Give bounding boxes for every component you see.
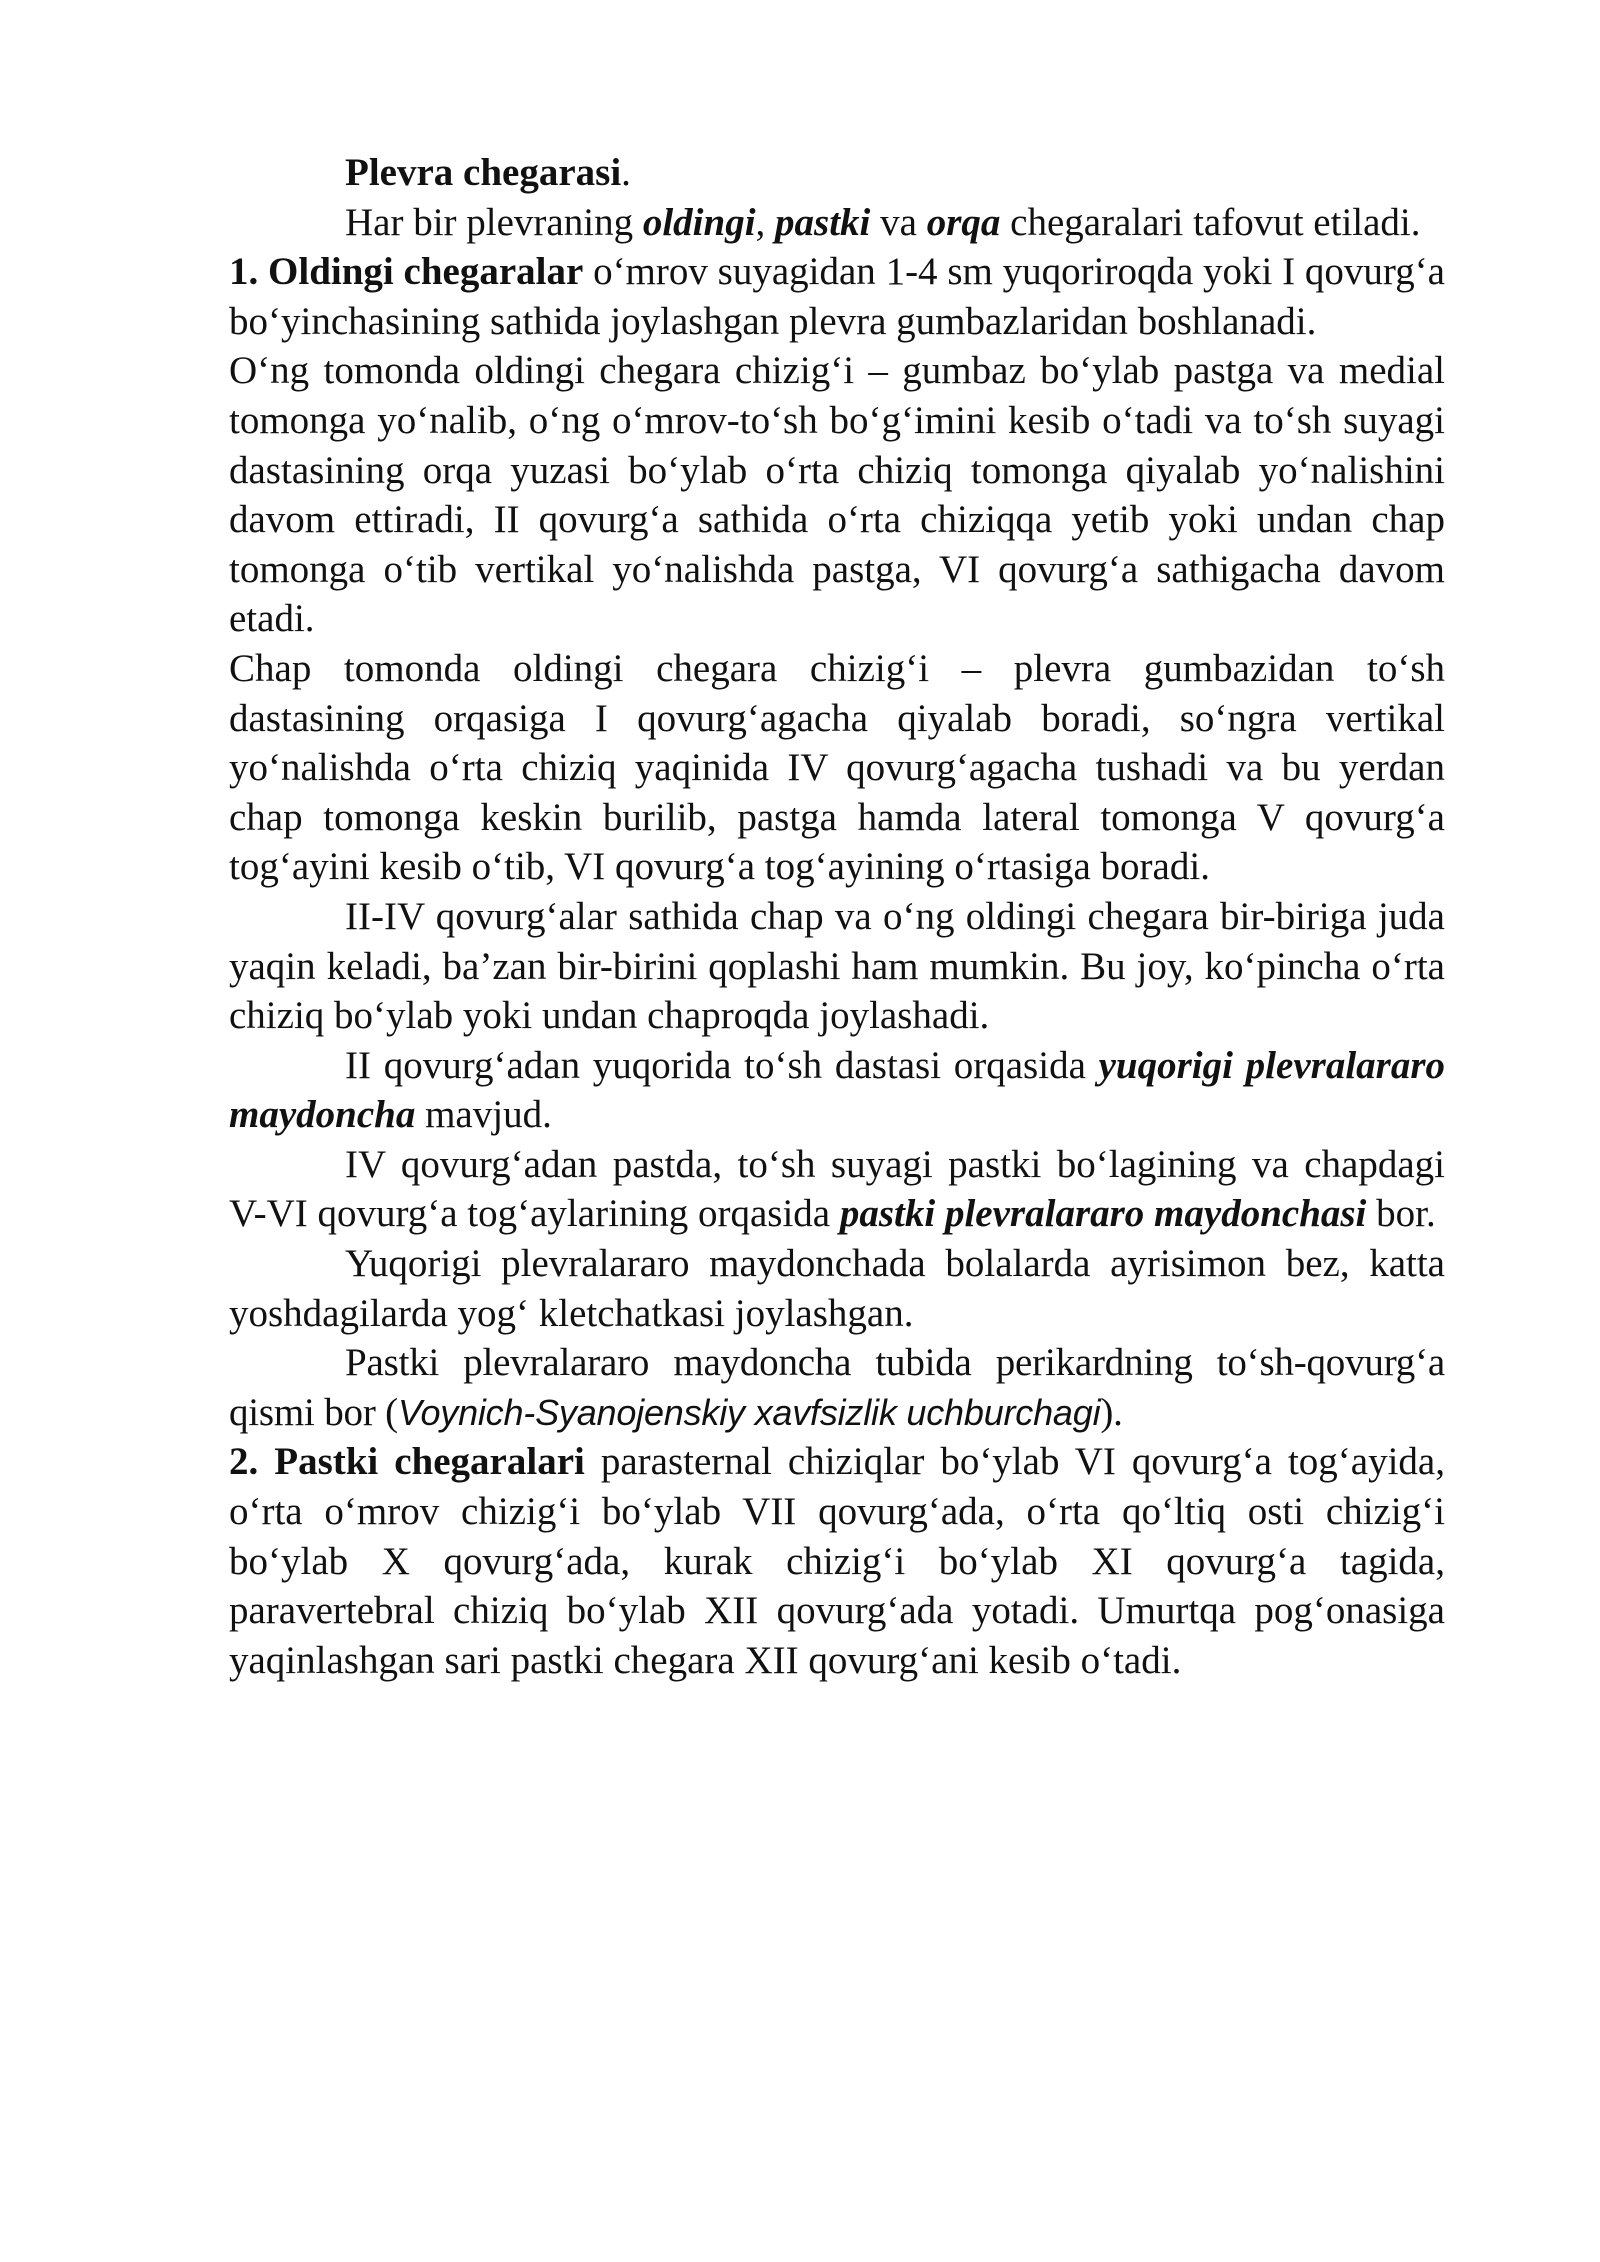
text-run: ).	[1100, 1390, 1123, 1434]
upper-interpleural-paragraph	[229, 1041, 1445, 1140]
anterior-borders-text: o‘mrov suyagidan 1-4 sm yuqoriroqda yoki I qovurg‘a bo‘yinchasining sathida joylashgan plevra gumbazlaridan boshlanadi.	[229, 250, 1445, 343]
anterior-borders-heading: 1. Oldingi chegaralar	[229, 250, 584, 294]
term-upper-interpleural-area: yuqorigi plevralararo maydoncha	[229, 1043, 1446, 1137]
inferior-borders-heading: 2. Pastki chegaralari	[229, 1440, 585, 1484]
term-lower-interpleural-area: pastki plevralararo maydonchasi	[839, 1192, 1367, 1236]
text-run: Pastki plevralararo maydoncha tubida perikardning to‘sh-qovurg‘a qismi bor (	[229, 1341, 1445, 1434]
intro-paragraph	[229, 198, 1445, 248]
left-side-paragraph: Chap tomonda oldingi chegara chizig‘i – plevra gumbazidan to‘sh dastasining orqasiga I qovurg‘agacha qiyalab boradi, so‘ngra vertikal yo‘nalishda o‘rta chiziq yaqinida IV qovurg‘agacha tushadi va bu yerdan chap tomonga keskin burilib, pastga hamda lateral tomonga V qovurg‘a tog‘ayini kesib o‘tib, VI qovurg‘a tog‘ayining o‘rtasiga boradi.	[229, 646, 1445, 889]
pericardium-paragraph	[229, 1338, 1445, 1437]
text-run: Har bir plevraning	[345, 200, 643, 244]
anterior-borders-paragraph	[229, 247, 1445, 346]
text-run: ,	[755, 200, 776, 244]
inferior-borders-paragraph	[229, 1437, 1445, 1685]
inferior-borders-text: parasternal chiziqlar bo‘ylab VI qovurg‘a tog‘ayida, o‘rta o‘mrov chizig‘i bo‘ylab VII qovurg‘ada, o‘rta qo‘ltiq osti chizig‘i bo‘ylab X qovurg‘ada, kurak chizig‘i bo‘ylab XI qovurg‘a tagida, paravertebral chiziq bo‘ylab XII qovurg‘ada yotadi. Umurtqa pog‘onasiga yaqinlashgan sari pastki chegara XII qovurg‘ani kesib o‘tadi.	[229, 1440, 1445, 1682]
section-title	[229, 148, 1445, 198]
text-run: mavjud.	[415, 1093, 552, 1137]
thymus-paragraph: Yuqorigi plevralararo maydonchada bolalarda ayrisimon bez, katta yoshdagilarda yog‘ kletchatkasi joylashgan.	[229, 1242, 1445, 1335]
term-oldingi: oldingi	[642, 200, 756, 244]
right-side-paragraph: O‘ng tomonda oldingi chegara chizig‘i – gumbaz bo‘ylab pastga va medial tomonga yo‘nalib, o‘ng o‘mrov-to‘sh bo‘g‘imini kesib o‘tadi va to‘sh suyagi dastasining orqa yuzasi bo‘ylab o‘rta chiziq tomonga qiyalab yo‘nalishini davom ettiradi, II qovurg‘a sathida o‘rta chiziqqa yetib yoki undan chap tomonga o‘tib vertikal yo‘nalishda pastga, VI qovurg‘a sathigacha davom etadi.	[229, 349, 1445, 641]
term-safety-triangle: Voynich-Syanojenskiy xavfsizlik uchburchagi	[397, 1391, 1101, 1433]
text-run: va	[870, 200, 927, 244]
lower-interpleural-paragraph	[229, 1140, 1445, 1239]
text-run: IV qovurg‘adan pastda, to‘sh suyagi pastki bo‘lagining va chapdagi V-VI qovurg‘a tog‘aylarining orqasida	[229, 1142, 1445, 1236]
title-text: Plevra chegarasi	[345, 151, 622, 194]
text-run: chegaralari tafovut etiladi.	[1000, 200, 1421, 244]
term-orqa: orqa	[926, 200, 1001, 244]
text-run: bor.	[1366, 1192, 1436, 1236]
title-period: .	[621, 151, 631, 194]
document-page	[229, 148, 1445, 1685]
text-run: II qovurg‘adan yuqorida to‘sh dastasi orqasida	[345, 1043, 1099, 1087]
term-pastki: pastki	[775, 200, 871, 244]
overlap-paragraph: II-IV qovurg‘alar sathida chap va o‘ng oldingi chegara bir-biriga juda yaqin keladi, ba’zan bir-birini qoplashi ham mumkin. Bu joy, ko‘pincha o‘rta chiziq bo‘ylab yoki undan chaproqda joylashadi.	[229, 894, 1445, 1038]
